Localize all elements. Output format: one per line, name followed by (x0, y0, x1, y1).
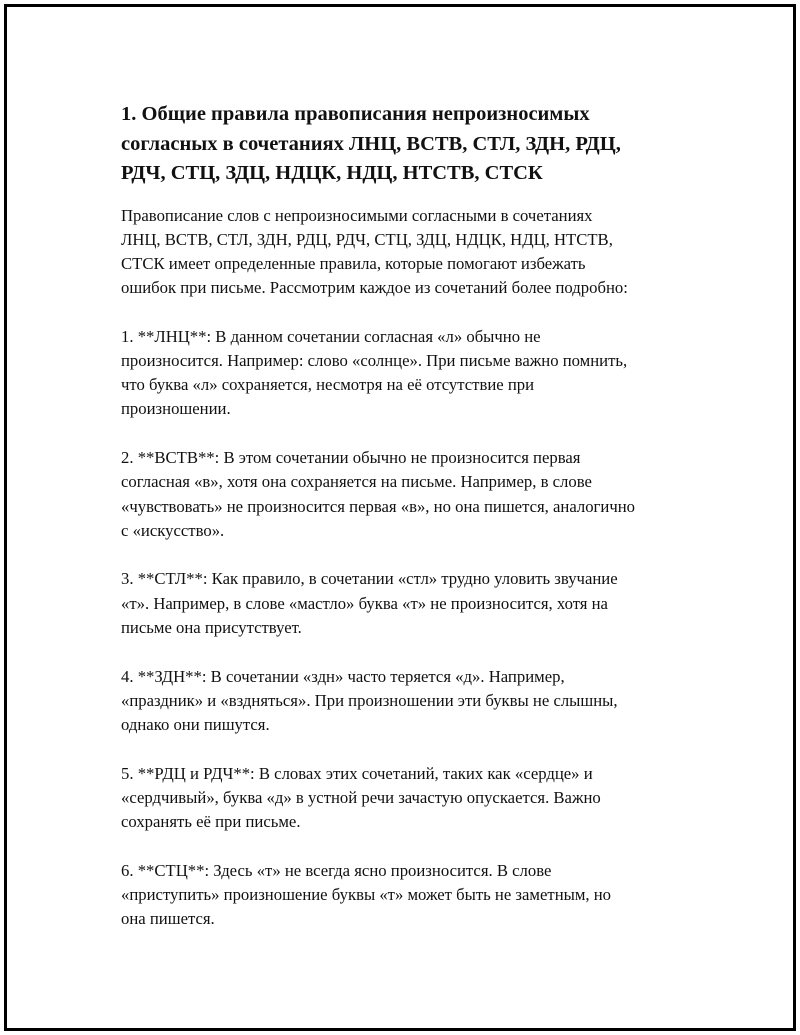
text-line: согласная «в», хотя она сохраняется на письме. Например, в слове (121, 472, 592, 492)
text-line: что буква «л» сохраняется, несмотря на её отсутствие при (121, 375, 535, 395)
rule-paragraph-stl (121, 567, 701, 640)
text-line: «т». Например, в слове «мастло» буква «т» не произносится, хотя на (121, 593, 608, 613)
text-line: «приступить» произношение буквы «т» может быть не заметным, но (121, 884, 612, 904)
rule-paragraph-zdn (121, 665, 701, 738)
text-line: ЛНЦ, ВСТВ, СТЛ, ЗДН, РДЦ, РДЧ, СТЦ, ЗДЦ, НДЦК, НДЦ, НТСТВ, (121, 229, 613, 249)
text-line: сохранять её при письме. (121, 812, 301, 832)
text-line: 3. **СТЛ**: Как правило, в сочетании «стл» трудно уловить звучание (121, 569, 618, 589)
text-line: с «искусство». (121, 520, 225, 540)
text-line: произношении. (121, 399, 231, 419)
text-line: СТСК имеет определенные правила, которые помогают избежать (121, 253, 586, 273)
text-line: 2. **ВСТВ**: В этом сочетании обычно не произносится первая (121, 448, 581, 468)
intro-paragraph (121, 204, 701, 301)
text-line: Правописание слов с непроизносимыми согласными в сочетаниях (121, 205, 593, 225)
rule-paragraph-lnc (121, 325, 701, 422)
text-line: она пишется. (121, 909, 215, 929)
text-line: 4. **ЗДН**: В сочетании «здн» часто теряется «д». Например, (121, 666, 565, 686)
text-line: произносится. Например: слово «солнце». При письме важно помнить, (121, 351, 628, 371)
heading-line: согласных в сочетаниях ЛНЦ, ВСТВ, СТЛ, ЗДН, РДЦ, (121, 132, 621, 155)
heading-line: 1. Общие правила правописания непроизносимых (121, 103, 590, 125)
document-content (121, 100, 701, 956)
section-heading (121, 100, 701, 189)
text-line: «сердчивый», буква «д» в устной речи зачастую опускается. Важно (121, 787, 601, 807)
text-line: письме она присутствует. (121, 617, 302, 637)
text-line: однако они пишутся. (121, 714, 270, 734)
rule-paragraph-stc (121, 859, 701, 932)
text-line: «праздник» и «вздняться». При произношении эти буквы не слышны, (121, 690, 618, 710)
heading-line: РДЧ, СТЦ, ЗДЦ, НДЦК, НДЦ, НТСТВ, СТСК (121, 162, 543, 184)
text-line: 6. **СТЦ**: Здесь «т» не всегда ясно произносится. В слове (121, 860, 552, 880)
rule-paragraph-rdc-rdch (121, 762, 701, 835)
text-line: 5. **РДЦ и РДЧ**: В словах этих сочетаний, таких как «сердце» и (121, 763, 593, 783)
text-line: 1. **ЛНЦ**: В данном сочетании согласная «л» обычно не (121, 326, 541, 346)
text-line: ошибок при письме. Рассмотрим каждое из сочетаний более подробно: (121, 278, 628, 298)
text-line: «чувствовать» не произносится первая «в», но она пишется, аналогично (121, 496, 635, 516)
rule-paragraph-vstv (121, 446, 701, 543)
page-frame (4, 4, 796, 1031)
